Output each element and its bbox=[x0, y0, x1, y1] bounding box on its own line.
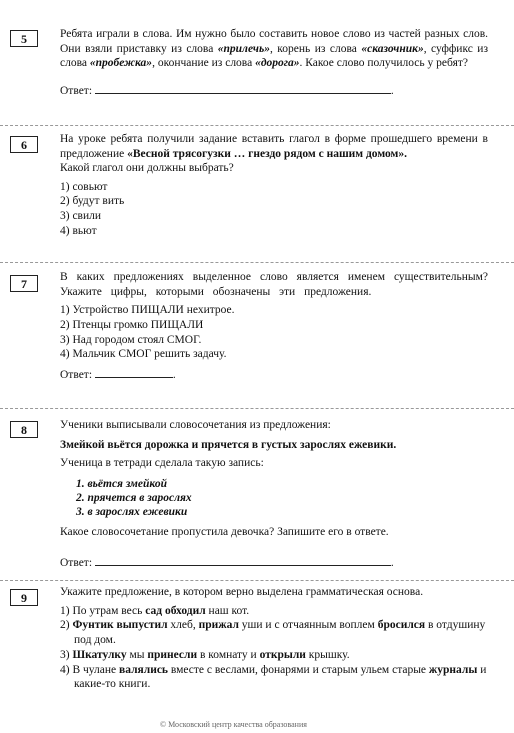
option[interactable]: 4) вьют bbox=[60, 224, 97, 237]
question-number-9: 9 bbox=[10, 589, 38, 606]
question-8-sentence: Змейкой вьётся дорожка и прячется в густых зарослях ежевики. bbox=[60, 438, 397, 451]
question-5-text: Ребята играли в слова. Им нужно было составить новое слово из частей разных слов. Они взяли приставку из слова «прилечь», корень из слова «сказочник», суффикс из слова «пробежка», окончание из слова «дорога». Какое слово получилось у ребят? bbox=[60, 28, 488, 69]
options-9 bbox=[60, 604, 488, 693]
question-6-text: На уроке ребята получили задание вставить глагол в форме прошедшего времени в предложение «Весной трясогузки … гнездо рядом с нашим домом». bbox=[60, 133, 488, 160]
list-item: 2. прячется в зарослях bbox=[76, 491, 192, 504]
option[interactable]: 1) Устройство ПИЩАЛИ нехитрое. bbox=[60, 304, 235, 316]
option[interactable]: 2) Птенцы громко ПИЩАЛИ bbox=[60, 318, 204, 331]
option[interactable]: 4) В чулане валялись вместе с веслами, фонарями и старым ульем старые журналы и какие-то книги. bbox=[60, 663, 487, 691]
question-number-7: 7 bbox=[10, 275, 38, 292]
option[interactable]: 3) свили bbox=[60, 210, 102, 223]
option[interactable]: 3) Над городом стоял СМОГ. bbox=[60, 333, 202, 346]
answer-row-5: Ответ: . bbox=[60, 84, 394, 97]
separator bbox=[0, 125, 514, 126]
question-number-8: 8 bbox=[10, 421, 38, 438]
separator bbox=[0, 580, 514, 581]
answer-row-8: Ответ: . bbox=[60, 556, 394, 569]
question-8-note: Ученица в тетради сделала такую запись: bbox=[60, 457, 264, 469]
question-9 bbox=[60, 585, 488, 692]
question-8 bbox=[60, 418, 488, 570]
option[interactable]: 4) Мальчик СМОГ решить задачу. bbox=[60, 348, 227, 361]
option[interactable]: 2) будут вить bbox=[60, 195, 125, 208]
options-6 bbox=[60, 180, 488, 239]
option[interactable]: 2) Фунтик выпустил хлеб, прижал уши и с отчаянным воплем бросился в отдушину под дом. bbox=[60, 619, 486, 647]
question-number-6: 6 bbox=[10, 136, 38, 153]
question-6-question: Какой глагол они должны выбрать? bbox=[60, 162, 234, 174]
footer: © Московский центр качества образования bbox=[160, 720, 307, 729]
separator bbox=[0, 408, 514, 409]
question-8-question: Какое словосочетание пропустила девочка? Запишите его в ответе. bbox=[60, 526, 389, 539]
answer-label-7: Ответ: bbox=[60, 369, 93, 382]
option[interactable]: 3) Шкатулку мы принесли в комнату и открыли крышку. bbox=[60, 648, 350, 661]
answer-field-7[interactable] bbox=[95, 367, 173, 378]
question-6 bbox=[60, 132, 488, 239]
answer-label-5: Ответ: bbox=[60, 84, 93, 97]
question-9-text: Укажите предложение, в котором верно выделена грамматическая основа. bbox=[60, 586, 424, 598]
option[interactable]: 1) совьют bbox=[60, 180, 108, 193]
answer-field-5[interactable] bbox=[95, 83, 391, 94]
option[interactable]: 1) По утрам весь сад обходил наш кот. bbox=[60, 604, 250, 617]
separator bbox=[0, 262, 514, 263]
question-number-5: 5 bbox=[10, 30, 38, 47]
question-7-text: В каких предложениях выделенное слово является именем существительным? Укажите цифры, которыми обозначены эти предложения. bbox=[60, 271, 488, 298]
list-item: 1. вьётся змейкой bbox=[76, 477, 167, 490]
answer-field-8[interactable] bbox=[95, 555, 391, 566]
question-5 bbox=[60, 27, 488, 98]
answer-label-8: Ответ: bbox=[60, 556, 93, 569]
options-7 bbox=[60, 303, 488, 362]
question-7 bbox=[60, 270, 488, 383]
answer-row-7: Ответ: . bbox=[60, 369, 176, 382]
list-item: 3. в зарослях ежевики bbox=[76, 505, 188, 518]
question-8-intro: Ученики выписывали словосочетания из предложения: bbox=[60, 419, 331, 431]
student-notes bbox=[76, 477, 488, 520]
